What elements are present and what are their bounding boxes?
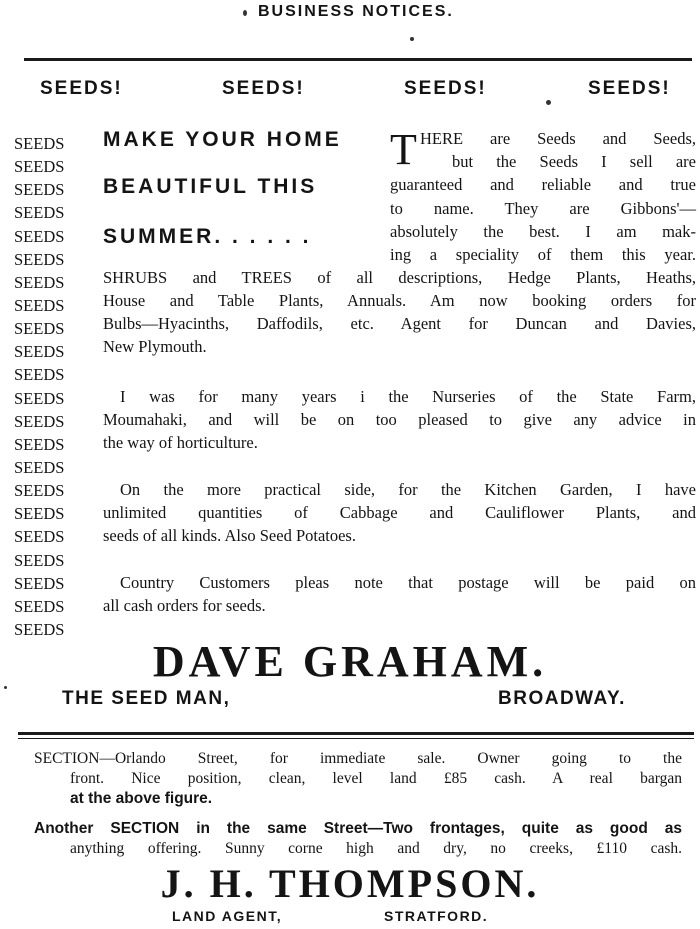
ink-speck [546, 100, 551, 105]
seeds-word: SEEDS [14, 365, 65, 385]
seeds-word: SEEDS [14, 527, 65, 547]
agent-name: J. H. THOMPSON. [160, 861, 540, 906]
seeds-word: SEEDS [14, 481, 65, 501]
advertiser-title: THE SEED MAN, [62, 688, 231, 709]
ink-speck [410, 37, 414, 41]
seeds-word: SEEDS [14, 342, 65, 362]
agent-location: STRATFORD. [384, 908, 489, 924]
listing-text: SECTION—Orlando Street, for immediate sale. Owner going to the [34, 750, 682, 767]
seeds-word: SEEDS [14, 157, 65, 177]
intro-line: but the Seeds I sell are [452, 152, 696, 172]
paragraph-line: Moumahaki, and will be on too pleased to give any advice in [103, 410, 696, 429]
section-header: BUSINESS NOTICES. [258, 3, 454, 20]
seeds-word: SEEDS [14, 295, 65, 315]
paragraph-line: New Plymouth. [103, 337, 207, 356]
seeds-word: SEEDS [14, 504, 65, 524]
advertiser-location: BROADWAY. [498, 688, 626, 709]
intro-line: to name. They are Gibbons'— [390, 198, 696, 218]
listing-line: anything offering. Sunny corne high and dry, no creeks, £110 cash. [70, 840, 682, 857]
advertiser-name: DAVE GRAHAM. [152, 637, 548, 686]
seeds-heading: SEEDS! [222, 78, 305, 99]
seeds-heading: SEEDS! [588, 78, 671, 99]
paragraph-line: I was for many years i the Nurseries of the State Farm, [120, 387, 696, 406]
seeds-heading: SEEDS! [40, 78, 123, 99]
seeds-word: SEEDS [14, 619, 65, 639]
ink-speck [243, 10, 247, 16]
paragraph-line: SHRUBS and TREES of all descriptions, Hedge Plants, Heaths, [103, 268, 696, 287]
seeds-word: SEEDS [14, 388, 65, 408]
seeds-word: SEEDS [14, 411, 65, 431]
headline-line: MAKE YOUR HOME [103, 128, 342, 151]
ink-speck [4, 686, 7, 689]
seeds-word: SEEDS [14, 203, 65, 223]
seeds-word: SEEDS [14, 249, 65, 269]
seeds-word: SEEDS [14, 596, 65, 616]
intro-line: HERE are Seeds and Seeds, [420, 129, 696, 148]
seeds-word: SEEDS [14, 434, 65, 454]
shrubs-paragraph [103, 266, 696, 358]
headline-line: BEAUTIFUL THIS [103, 175, 318, 198]
intro-line: absolutely the best. I am mak- [390, 221, 696, 241]
agent-title: LAND AGENT, [172, 908, 283, 924]
paragraph-line: seeds of all kinds. Also Seed Potatoes. [103, 526, 356, 545]
seeds-word: SEEDS [14, 272, 65, 292]
header-divider [24, 58, 692, 61]
paragraph-line: unlimited quantities of Cabbage and Cauliflower Plants, and [103, 503, 696, 522]
section-listing-2 [34, 819, 682, 859]
intro-line: ing a speciality of them this year. [390, 244, 696, 264]
paragraph-line: On the more practical side, for the Kitchen Garden, I have [120, 480, 696, 499]
listing-line [34, 749, 682, 769]
section-listing-1 [34, 749, 682, 809]
kitchen-garden-paragraph [103, 478, 696, 547]
seeds-word: SEEDS [14, 550, 65, 570]
postage-paragraph [103, 571, 696, 617]
ad-divider [18, 732, 694, 735]
paragraph-line: House and Table Plants, Annuals. Am now booking orders for [103, 291, 696, 310]
seeds-word: SEEDS [14, 319, 65, 339]
listing-line: front. Nice position, clean, level land £85 cash. A real bargan [70, 770, 682, 787]
intro-paragraph [390, 127, 696, 266]
ad-divider [18, 738, 694, 739]
seeds-word: SEEDS [14, 573, 65, 593]
drop-cap: T [390, 125, 417, 174]
seeds-word: SEEDS [14, 226, 65, 246]
paragraph-line: Country Customers pleas note that postage will be paid on [120, 573, 696, 592]
seeds-word: SEEDS [14, 457, 65, 477]
seeds-heading: SEEDS! [404, 78, 487, 99]
seeds-word: SEEDS [14, 134, 65, 153]
intro-line: guaranteed and reliable and true [390, 175, 696, 195]
seeds-word: SEEDS [14, 180, 65, 200]
paragraph-line: all cash orders for seeds. [103, 596, 266, 615]
listing-line: Another SECTION in the same Street—Two frontages, quite as good as [34, 820, 682, 837]
paragraph-line: Bulbs—Hyacinths, Daffodils, etc. Agent for Duncan and Davies, [103, 314, 696, 333]
paragraph-line: the way of horticulture. [103, 433, 258, 452]
listing-line: at the above figure. [70, 790, 213, 807]
headline-line: SUMMER. . . . . . [103, 225, 312, 248]
nurseries-paragraph [103, 385, 696, 454]
seeds-column [14, 132, 64, 641]
